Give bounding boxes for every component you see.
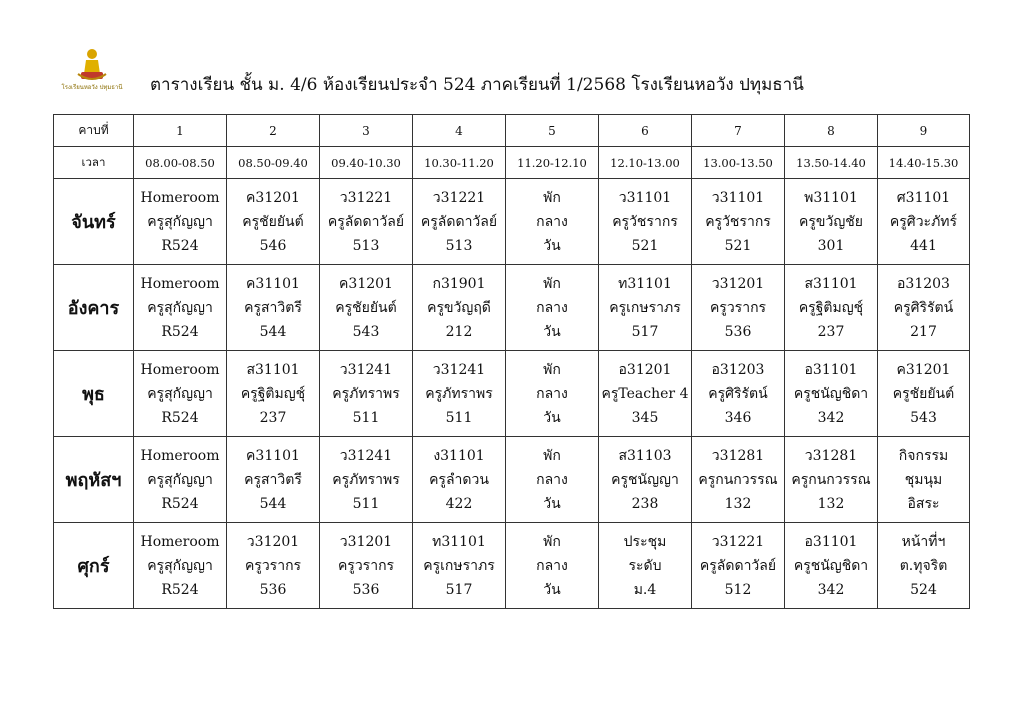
class-cell — [320, 437, 413, 523]
subject-code: ว31101 — [711, 189, 765, 206]
teacher-name: ครูศิวะภัทร์ — [889, 213, 958, 230]
room-number: 237 — [817, 323, 845, 340]
teacher-name: ครูวัชรากร — [705, 213, 771, 230]
teacher-name: ครูชนัญชิดา — [793, 385, 869, 402]
room-number: 132 — [817, 495, 845, 512]
class-cell — [227, 265, 320, 351]
time-row — [54, 147, 970, 179]
subject-code: ส31103 — [618, 447, 672, 464]
room-number: 536 — [724, 323, 752, 340]
teacher-name: ครูชนัญญา — [611, 471, 679, 488]
class-cell — [227, 351, 320, 437]
room-number: 513 — [352, 237, 380, 254]
subject-code: ว31201 — [711, 275, 765, 292]
schedule-table — [53, 114, 970, 609]
subject-code: ท31101 — [432, 533, 486, 550]
time-slot: 13.50-14.40 — [785, 147, 878, 179]
subject-code: พัก — [543, 533, 561, 550]
time-slot: 13.00-13.50 — [692, 147, 785, 179]
class-cell — [413, 265, 506, 351]
teacher-name: ครูลัดดาวัลย์ — [327, 213, 405, 230]
room-number: 342 — [817, 409, 845, 426]
room-number: 517 — [631, 323, 659, 340]
teacher-name: ครูชัยยันต์ — [892, 385, 955, 402]
page-title: ตารางเรียน ชั้น ม. 4/6 ห้องเรียนประจำ 524 ภาคเรียนที่ 1/2568 โรงเรียนหอวัง ปทุมธานี — [150, 75, 804, 95]
room-number: R524 — [161, 323, 199, 340]
subject-code: ว31221 — [711, 533, 765, 550]
class-cell — [320, 351, 413, 437]
class-cell — [320, 523, 413, 609]
teacher-name: ครูสุกัญญา — [147, 557, 213, 574]
teacher-name: ต.ทุจริต — [899, 557, 948, 574]
subject-code: Homeroom — [140, 189, 220, 206]
room-number: 524 — [910, 581, 937, 598]
class-cell — [599, 523, 692, 609]
class-cell — [599, 351, 692, 437]
subject-code: ว31101 — [618, 189, 672, 206]
subject-code: อ31101 — [804, 533, 858, 550]
time-slot: 09.40-10.30 — [320, 147, 413, 179]
class-cell — [599, 265, 692, 351]
subject-code: Homeroom — [140, 447, 220, 464]
school-emblem-icon — [60, 44, 124, 92]
period-number: 3 — [320, 115, 413, 147]
teacher-name: กลาง — [536, 299, 568, 316]
room-number: R524 — [161, 237, 199, 254]
class-cell — [134, 523, 227, 609]
room-number: 301 — [817, 237, 845, 254]
teacher-name: ครูลัดดาวัลย์ — [699, 557, 777, 574]
room-number: 544 — [259, 495, 287, 512]
period-number: 4 — [413, 115, 506, 147]
subject-code: อ31101 — [804, 361, 858, 378]
class-cell — [413, 437, 506, 523]
time-slot: 10.30-11.20 — [413, 147, 506, 179]
teacher-name: ครูชัยยันต์ — [242, 213, 304, 230]
teacher-name: ครูภัทราพร — [332, 471, 400, 488]
class-cell — [599, 179, 692, 265]
subject-code: Homeroom — [140, 275, 220, 292]
class-cell — [413, 179, 506, 265]
period-number: 6 — [599, 115, 692, 147]
subject-code: พัก — [543, 275, 561, 292]
class-cell — [134, 351, 227, 437]
class-cell — [785, 265, 878, 351]
class-cell — [506, 523, 599, 609]
teacher-name: ครูสุกัญญา — [147, 385, 213, 402]
logo-caption: โรงเรียนหอวัง ปทุมธานี — [61, 84, 123, 91]
subject-code: ว31241 — [339, 361, 393, 378]
period-number: 8 — [785, 115, 878, 147]
room-number: R524 — [161, 581, 199, 598]
subject-code: ค31101 — [246, 447, 300, 464]
room-number: วัน — [543, 409, 561, 426]
class-cell — [227, 437, 320, 523]
room-number: วัน — [543, 237, 561, 254]
period-number: 5 — [506, 115, 599, 147]
subject-code: กิจกรรม — [898, 447, 949, 464]
subject-code: อ31203 — [897, 275, 950, 292]
room-number: วัน — [543, 581, 561, 598]
teacher-name: กลาง — [536, 213, 568, 230]
class-cell — [692, 437, 785, 523]
day-name: พุธ — [54, 351, 134, 437]
teacher-name: ครูชนัญชิดา — [793, 557, 869, 574]
class-cell — [506, 351, 599, 437]
room-number: วัน — [543, 323, 561, 340]
class-cell — [134, 265, 227, 351]
subject-code: ค31201 — [896, 361, 951, 378]
room-number: R524 — [161, 409, 199, 426]
room-number: 422 — [445, 495, 473, 512]
teacher-name: ครูวรากร — [337, 557, 395, 574]
subject-code: ว31281 — [804, 447, 858, 464]
subject-code: พัก — [543, 189, 561, 206]
class-cell — [785, 523, 878, 609]
teacher-name: กลาง — [536, 471, 568, 488]
time-slot: 14.40-15.30 — [878, 147, 970, 179]
teacher-name: ครูสาวิตรี — [244, 299, 302, 316]
room-number: อิสระ — [907, 495, 940, 512]
teacher-name: ครูสาวิตรี — [244, 471, 302, 488]
teacher-name: ครูภัทราพร — [425, 385, 493, 402]
subject-code: ว31281 — [711, 447, 765, 464]
day-name: จันทร์ — [54, 179, 134, 265]
room-number: 511 — [445, 409, 473, 426]
class-cell — [785, 179, 878, 265]
subject-code: Homeroom — [140, 361, 220, 378]
teacher-name: ครูฐิติมญชุ์ — [798, 299, 864, 316]
class-cell — [692, 179, 785, 265]
subject-code: ค31201 — [339, 275, 393, 292]
room-number: 346 — [724, 409, 752, 426]
subject-code: ค31201 — [246, 189, 300, 206]
class-cell — [878, 523, 970, 609]
day-row — [54, 265, 970, 351]
room-number: 238 — [631, 495, 659, 512]
day-row — [54, 437, 970, 523]
subject-code: Homeroom — [140, 533, 220, 550]
teacher-name: ชุมนุม — [904, 471, 943, 488]
room-number: 543 — [352, 323, 380, 340]
room-number: 536 — [352, 581, 380, 598]
teacher-name: ครูศิริรัตน์ — [893, 299, 954, 316]
subject-code: อ31201 — [618, 361, 672, 378]
class-cell — [320, 265, 413, 351]
subject-code: พัก — [543, 447, 561, 464]
subject-code: ค31101 — [246, 275, 300, 292]
day-row — [54, 179, 970, 265]
room-number: 543 — [910, 409, 937, 426]
room-number: 511 — [352, 495, 380, 512]
class-cell — [878, 265, 970, 351]
subject-code: ว31221 — [432, 189, 486, 206]
teacher-name: ครูลำดวน — [429, 471, 489, 488]
subject-code: ว31241 — [339, 447, 393, 464]
period-number: 7 — [692, 115, 785, 147]
teacher-name: ครูวรากร — [709, 299, 767, 316]
class-cell — [785, 437, 878, 523]
room-number: 342 — [817, 581, 845, 598]
room-number: 536 — [259, 581, 287, 598]
room-number: ม.4 — [633, 581, 657, 598]
day-row — [54, 351, 970, 437]
teacher-name: ครูกนกวรรณ — [698, 471, 778, 488]
class-cell — [785, 351, 878, 437]
subject-code: ท31101 — [618, 275, 672, 292]
day-name: พฤหัสฯ — [54, 437, 134, 523]
class-cell — [413, 523, 506, 609]
time-slot: 12.10-13.00 — [599, 147, 692, 179]
room-number: วัน — [543, 495, 561, 512]
room-number: 546 — [259, 237, 287, 254]
class-cell — [692, 351, 785, 437]
teacher-name: ครูขวัญชัย — [799, 213, 863, 230]
teacher-name: ครูศิริรัตน์ — [708, 385, 768, 402]
time-slot: 08.00-08.50 — [134, 147, 227, 179]
class-cell — [227, 179, 320, 265]
subject-code: หน้าที่ฯ — [901, 533, 946, 550]
subject-code: ว31221 — [339, 189, 393, 206]
class-cell — [506, 179, 599, 265]
room-number: 544 — [259, 323, 287, 340]
teacher-name: กลาง — [536, 385, 568, 402]
class-cell — [506, 437, 599, 523]
teacher-name: ครูกนกวรรณ — [791, 471, 871, 488]
subject-code: ส31101 — [804, 275, 858, 292]
room-number: 511 — [352, 409, 380, 426]
subject-code: อ31203 — [711, 361, 765, 378]
class-cell — [413, 351, 506, 437]
class-cell — [878, 437, 970, 523]
subject-code: ว31241 — [432, 361, 486, 378]
room-number: 517 — [445, 581, 473, 598]
room-number: R524 — [161, 495, 199, 512]
class-cell — [692, 523, 785, 609]
time-label: เวลา — [54, 147, 134, 179]
class-cell — [227, 523, 320, 609]
teacher-name: ครูสุกัญญา — [147, 213, 213, 230]
class-cell — [506, 265, 599, 351]
room-number: 512 — [724, 581, 752, 598]
room-number: 521 — [724, 237, 752, 254]
room-number: 441 — [910, 237, 937, 254]
room-number: 217 — [910, 323, 937, 340]
teacher-name: ครูขวัญฤดี — [427, 299, 491, 316]
subject-code: ก31901 — [432, 275, 486, 292]
period-number: 2 — [227, 115, 320, 147]
period-number: 9 — [878, 115, 970, 147]
teacher-name: ครูวัชรากร — [612, 213, 678, 230]
time-slot: 11.20-12.10 — [506, 147, 599, 179]
class-cell — [878, 351, 970, 437]
teacher-name: ครูวรากร — [244, 557, 302, 574]
teacher-name: ครูสุกัญญา — [147, 299, 213, 316]
subject-code: ศ31101 — [896, 189, 951, 206]
time-slot: 08.50-09.40 — [227, 147, 320, 179]
period-label: คาบที่ — [54, 115, 134, 147]
class-cell — [134, 437, 227, 523]
subject-code: ว31201 — [339, 533, 393, 550]
room-number: 132 — [724, 495, 752, 512]
teacher-name: ระดับ — [628, 557, 662, 574]
teacher-name: ครูเกษราภร — [609, 299, 681, 316]
room-number: 212 — [445, 323, 473, 340]
teacher-name: ครูลัดดาวัลย์ — [420, 213, 498, 230]
class-cell — [599, 437, 692, 523]
class-cell — [320, 179, 413, 265]
period-header-row — [54, 115, 970, 147]
day-name: อังคาร — [54, 265, 134, 351]
day-row — [54, 523, 970, 609]
subject-code: ประชุม — [623, 533, 667, 550]
class-cell — [692, 265, 785, 351]
teacher-name: ครูฐิติมญชุ์ — [240, 385, 306, 402]
subject-code: ว31201 — [246, 533, 300, 550]
room-number: 521 — [631, 237, 659, 254]
period-number: 1 — [134, 115, 227, 147]
teacher-name: ครูชัยยันต์ — [335, 299, 397, 316]
day-name: ศุกร์ — [54, 523, 134, 609]
teacher-name: ครูภัทราพร — [332, 385, 400, 402]
subject-code: พ31101 — [804, 189, 858, 206]
subject-code: พัก — [543, 361, 561, 378]
subject-code: ง31101 — [433, 447, 485, 464]
subject-code: ส31101 — [246, 361, 300, 378]
teacher-name: ครูTeacher 4 — [601, 385, 689, 402]
room-number: 513 — [445, 237, 473, 254]
room-number: 237 — [259, 409, 287, 426]
teacher-name: ครูเกษราภร — [423, 557, 495, 574]
class-cell — [134, 179, 227, 265]
room-number: 345 — [631, 409, 659, 426]
class-cell — [878, 179, 970, 265]
teacher-name: กลาง — [536, 557, 568, 574]
teacher-name: ครูสุกัญญา — [147, 471, 213, 488]
